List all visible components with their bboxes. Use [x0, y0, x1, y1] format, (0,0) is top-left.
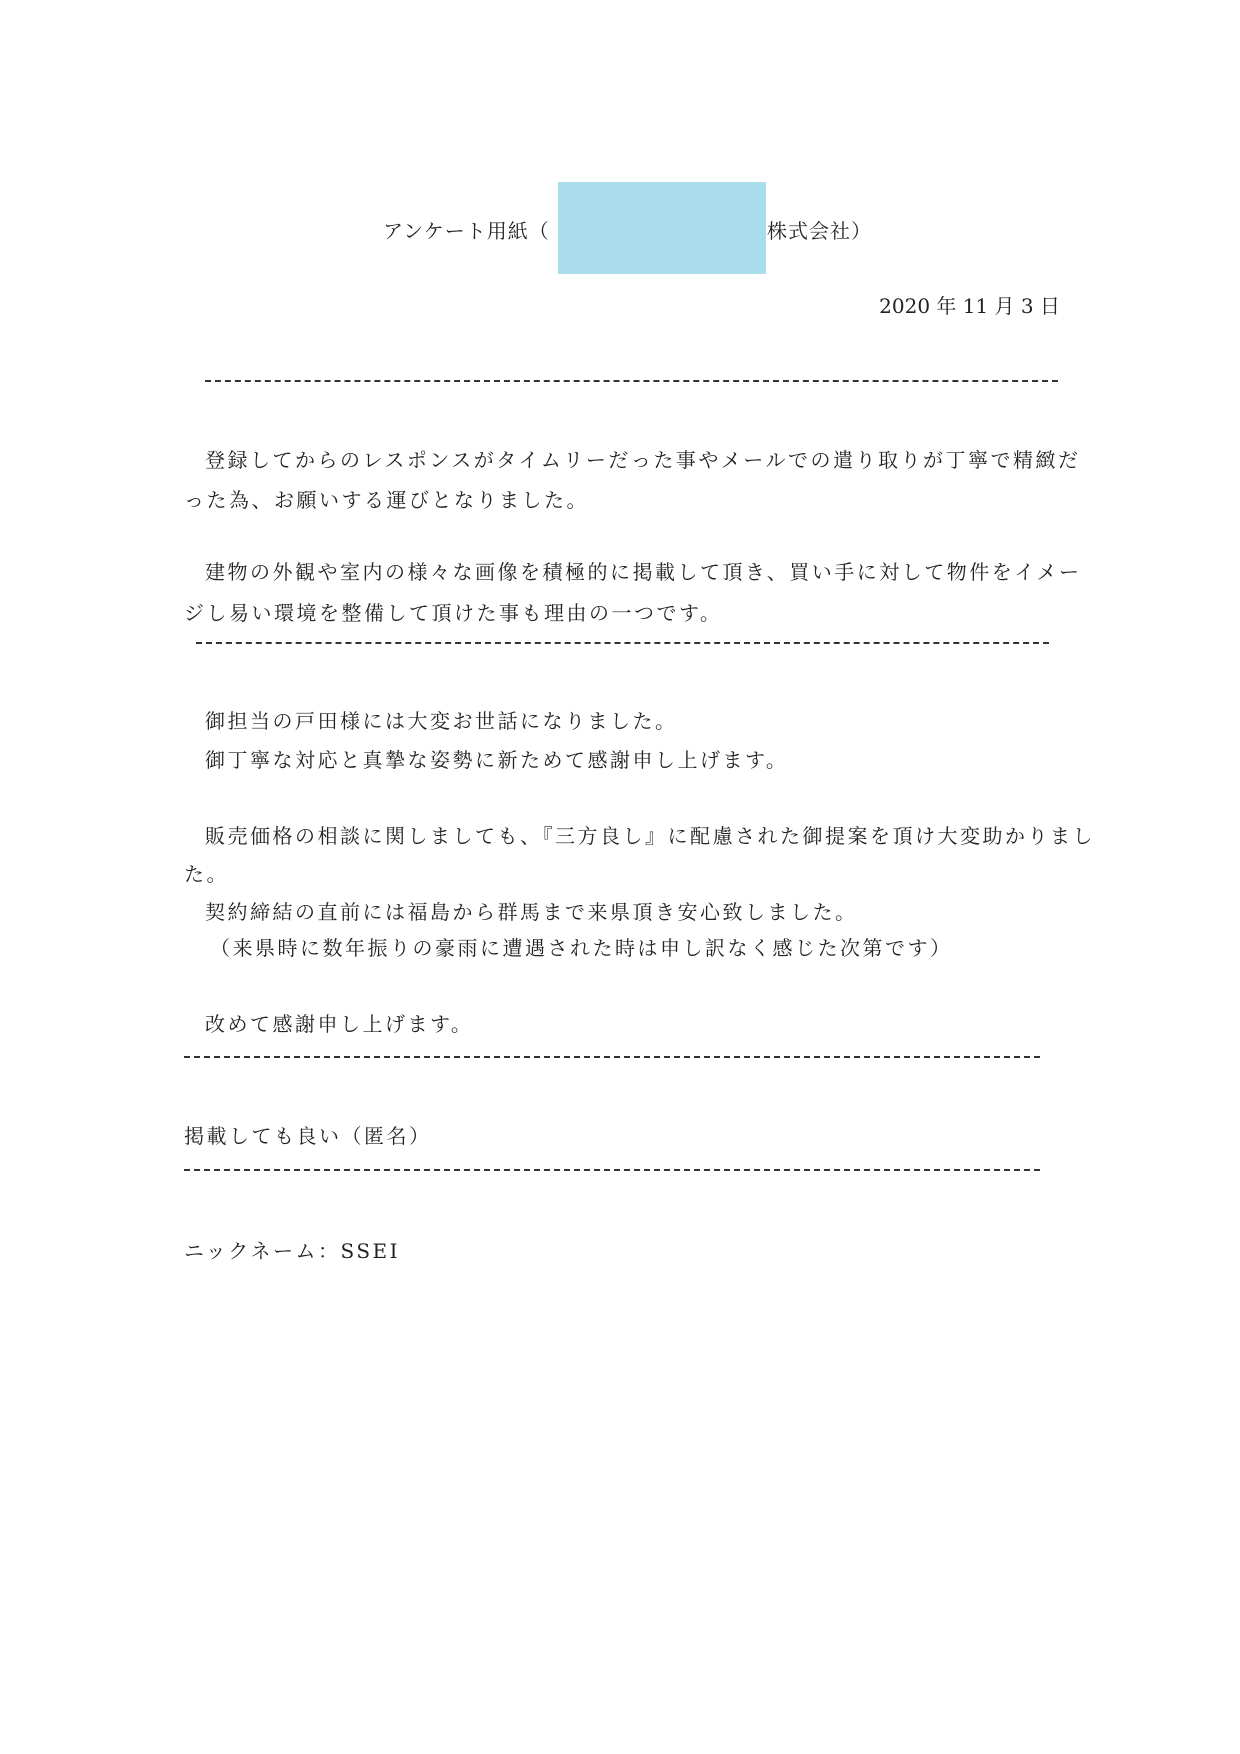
- paragraph-2-line-2: ジし易い環境を整備して頂けた事も理由の一つです。: [184, 601, 723, 625]
- paragraph-1-line-1: 登録してからのレスポンスがタイムリーだった事やメールでの遣り取りが丁寧で精緻だ: [205, 448, 1081, 472]
- title-left: アンケート用紙（: [383, 219, 550, 243]
- paragraph-3-line-2: 御丁寧な対応と真摯な姿勢に新ためて感謝申し上げます。: [205, 748, 789, 772]
- paragraph-2-line-1: 建物の外観や室内の様々な画像を積極的に掲載して頂き、買い手に対して物件をイメー: [205, 560, 1082, 584]
- divider-2: [196, 642, 1049, 644]
- paragraph-5: 改めて感謝申し上げます。: [205, 1012, 474, 1036]
- document-date: 2020 年 11 月 3 日: [879, 294, 1060, 318]
- paragraph-4-line-2: た。: [184, 862, 229, 886]
- paragraph-4-line-4: （来県時に数年振りの豪雨に遭遇された時は申し訳なく感じた次第です）: [210, 936, 953, 960]
- document-title: [383, 215, 872, 244]
- redaction-box: [558, 182, 766, 274]
- divider-3: [184, 1056, 1040, 1058]
- nickname: ニックネーム：SSEI: [184, 1239, 401, 1263]
- paragraph-3-line-1: 御担当の戸田様には大変お世話になりました。: [205, 709, 678, 733]
- publication-permission: 掲載しても良い（匿名）: [184, 1124, 432, 1148]
- paragraph-4-line-1: 販売価格の相談に関しましても、『三方良し』に配慮された御提案を頂け大変助かりまし: [205, 824, 1095, 848]
- paragraph-4-line-3: 契約締結の直前には福島から群馬まで来県頂き安心致しました。: [205, 900, 858, 924]
- title-company-suffix: 株式会社）: [767, 219, 872, 243]
- divider-1: [205, 380, 1058, 382]
- divider-4: [184, 1169, 1040, 1171]
- paragraph-1-line-2: った為、お願いする運びとなりました。: [184, 488, 589, 512]
